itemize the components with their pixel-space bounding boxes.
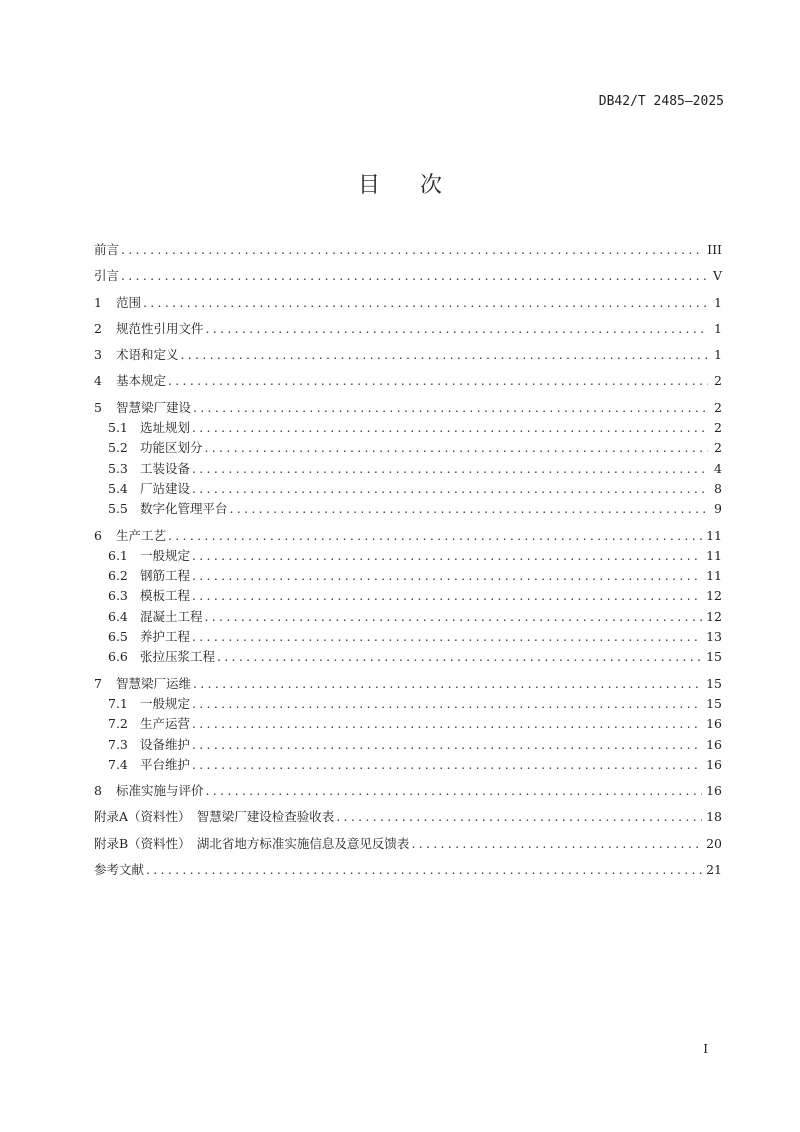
toc-entry[interactable] — [94, 607, 722, 627]
toc-entry[interactable] — [94, 807, 722, 827]
toc-entry-label: 钢筋工程 — [140, 568, 191, 584]
toc-entry-page: 1 — [714, 320, 722, 336]
dot-leader — [192, 418, 708, 438]
dot-leader — [181, 345, 708, 365]
toc-entry-label: 张拉压浆工程 — [140, 649, 216, 665]
dot-leader — [192, 546, 702, 566]
page-title: 目次 — [357, 173, 482, 198]
toc-entry-number: 7.4 — [108, 756, 128, 772]
toc-entry-label: 前言 — [94, 242, 120, 257]
toc-entry[interactable] — [94, 418, 722, 438]
dot-leader — [192, 735, 702, 755]
toc-entry[interactable] — [94, 319, 722, 339]
toc-entry-label: 平台维护 — [140, 756, 191, 772]
toc-entry-page: 16 — [706, 736, 722, 752]
toc-entry-page: III — [707, 242, 722, 257]
toc-entry-number: 6.4 — [108, 608, 128, 624]
toc-entry-number: 4 — [94, 373, 102, 389]
toc-entry[interactable] — [94, 438, 722, 458]
toc-entry-number: 6.3 — [108, 588, 128, 604]
toc-entry-page: 11 — [706, 547, 722, 563]
toc-entry-number: 7 — [94, 675, 102, 691]
dot-leader — [146, 860, 702, 880]
toc-entry[interactable] — [94, 714, 722, 734]
toc-entry[interactable] — [94, 735, 722, 755]
toc-entry-label: 标准实施与评价 — [116, 783, 204, 799]
dot-leader — [217, 647, 702, 667]
toc-entry[interactable] — [94, 459, 722, 479]
toc-entry-number: 7.1 — [108, 695, 128, 711]
toc-entry-page: 2 — [714, 420, 722, 436]
toc-entry-page: 2 — [714, 373, 722, 389]
toc-entry-page: 12 — [706, 608, 722, 624]
toc-entry-page: 13 — [706, 629, 722, 645]
dot-leader — [206, 319, 708, 339]
dot-leader — [205, 607, 703, 627]
toc-entry-page: 16 — [706, 716, 722, 732]
dot-leader — [121, 266, 708, 286]
toc-entry-label: 数字化管理平台 — [140, 501, 228, 517]
toc-entry-label: 附录A（资料性） 智慧梁厂建设检查验收表 — [94, 809, 335, 825]
toc-entry-page: 15 — [706, 675, 722, 691]
toc-entry-label: 一般规定 — [140, 547, 191, 563]
toc-entry[interactable] — [94, 755, 722, 775]
toc-entry[interactable] — [94, 479, 722, 499]
dot-leader — [192, 586, 702, 606]
page-number: I — [703, 1042, 708, 1056]
toc-entry-page: 2 — [714, 440, 722, 456]
toc-entry[interactable] — [94, 586, 722, 606]
toc-entry-label: 生产工艺 — [116, 527, 167, 543]
toc-entry-number: 1 — [94, 294, 102, 310]
toc-entry-label: 规范性引用文件 — [116, 320, 204, 336]
dot-leader — [168, 371, 708, 391]
toc-entry[interactable] — [94, 566, 722, 586]
toc-entry[interactable] — [94, 647, 722, 667]
dot-leader — [230, 499, 708, 519]
dot-leader — [192, 694, 702, 714]
toc-entry-label: 一般规定 — [140, 695, 191, 711]
toc-entry-page: 1 — [714, 347, 722, 363]
dot-leader — [143, 293, 708, 313]
toc-entry-label: 模板工程 — [140, 588, 191, 604]
toc-entry-number: 5 — [94, 399, 102, 415]
dot-leader — [192, 459, 708, 479]
toc-entry-number: 6.5 — [108, 629, 128, 645]
toc-entry-label: 引言 — [94, 268, 120, 284]
dot-leader — [168, 526, 702, 546]
toc-entry-page: 1 — [714, 294, 722, 310]
toc-entry-number: 6 — [94, 527, 102, 543]
toc-entry-number: 6.6 — [108, 649, 128, 665]
toc-entry-label: 生产运营 — [140, 716, 191, 732]
toc-entry[interactable] — [94, 781, 722, 801]
dot-leader — [193, 398, 708, 418]
toc-entry-label: 养护工程 — [140, 629, 191, 645]
toc-entry-page: 21 — [706, 862, 722, 878]
toc-entry-label: 功能区划分 — [140, 440, 203, 456]
toc-entry[interactable] — [94, 266, 722, 286]
toc-entry-page: 9 — [714, 501, 722, 517]
toc-entry-page: 4 — [714, 460, 722, 476]
dot-leader — [192, 627, 702, 647]
toc-entry-number: 2 — [94, 320, 102, 336]
toc-entry-label: 选址规划 — [140, 420, 191, 436]
toc-entry-page: 12 — [706, 588, 722, 604]
toc-entry-page: 15 — [706, 695, 722, 711]
toc-entry[interactable] — [94, 398, 722, 418]
dot-leader — [192, 714, 702, 734]
toc-entry[interactable] — [94, 860, 722, 880]
toc-entry-page: 11 — [706, 527, 722, 543]
toc-entry-label: 术语和定义 — [116, 347, 179, 363]
dot-leader — [206, 781, 703, 801]
dot-leader — [205, 438, 708, 458]
toc-entry[interactable] — [94, 499, 722, 519]
toc-entry-number: 8 — [94, 783, 102, 799]
toc-entry-page: 15 — [706, 649, 722, 665]
toc-entry[interactable] — [94, 674, 722, 694]
toc-entry[interactable] — [94, 345, 722, 365]
toc-entry-page: 8 — [714, 480, 722, 496]
toc-entry-label: 智慧梁厂建设 — [116, 399, 192, 415]
toc-entry-page: 18 — [706, 809, 722, 825]
table-of-contents — [94, 240, 722, 880]
toc-entry-label: 附录B（资料性） 湖北省地方标准实施信息及意见反馈表 — [94, 835, 410, 851]
toc-entry[interactable] — [94, 371, 722, 391]
toc-entry[interactable] — [94, 627, 722, 647]
toc-entry-label: 范围 — [116, 294, 142, 310]
toc-entry-page: 16 — [706, 783, 722, 799]
toc-entry[interactable] — [94, 240, 722, 260]
toc-entry[interactable] — [94, 546, 722, 566]
toc-entry-page: 2 — [714, 399, 722, 415]
toc-entry-number: 5.4 — [108, 480, 128, 496]
toc-entry[interactable] — [94, 694, 722, 714]
toc-entry-label: 厂站建设 — [140, 480, 191, 496]
toc-entry[interactable] — [94, 293, 722, 313]
toc-entry-number: 6.2 — [108, 568, 128, 584]
toc-entry-label: 混凝土工程 — [140, 608, 203, 624]
document-code: DB42/T 2485—2025 — [598, 94, 724, 109]
dot-leader — [336, 807, 702, 827]
dot-leader — [121, 240, 703, 260]
dot-leader — [192, 566, 702, 586]
toc-entry-number: 5.2 — [108, 440, 128, 456]
toc-entry-number: 5.1 — [108, 420, 128, 436]
toc-entry-label: 基本规定 — [116, 373, 167, 389]
toc-entry[interactable] — [94, 834, 722, 854]
toc-entry-page: 11 — [706, 568, 722, 584]
toc-entry-label: 参考文献 — [94, 862, 145, 878]
toc-entry-label: 工装设备 — [140, 460, 191, 476]
toc-entry-label: 设备维护 — [140, 736, 191, 752]
toc-entry-page: 20 — [706, 835, 722, 851]
dot-leader — [192, 755, 702, 775]
toc-entry-number: 5.3 — [108, 460, 128, 476]
dot-leader — [193, 674, 702, 694]
toc-entry-number: 5.5 — [108, 501, 128, 517]
dot-leader — [411, 834, 702, 854]
toc-entry-number: 6.1 — [108, 547, 128, 563]
toc-entry[interactable] — [94, 526, 722, 546]
toc-entry-number: 7.3 — [108, 736, 128, 752]
toc-entry-page: V — [712, 268, 722, 284]
dot-leader — [192, 479, 708, 499]
toc-entry-label: 智慧梁厂运维 — [116, 675, 192, 691]
toc-entry-number: 7.2 — [108, 716, 128, 732]
toc-entry-number: 3 — [94, 347, 102, 363]
toc-entry-page: 16 — [706, 756, 722, 772]
